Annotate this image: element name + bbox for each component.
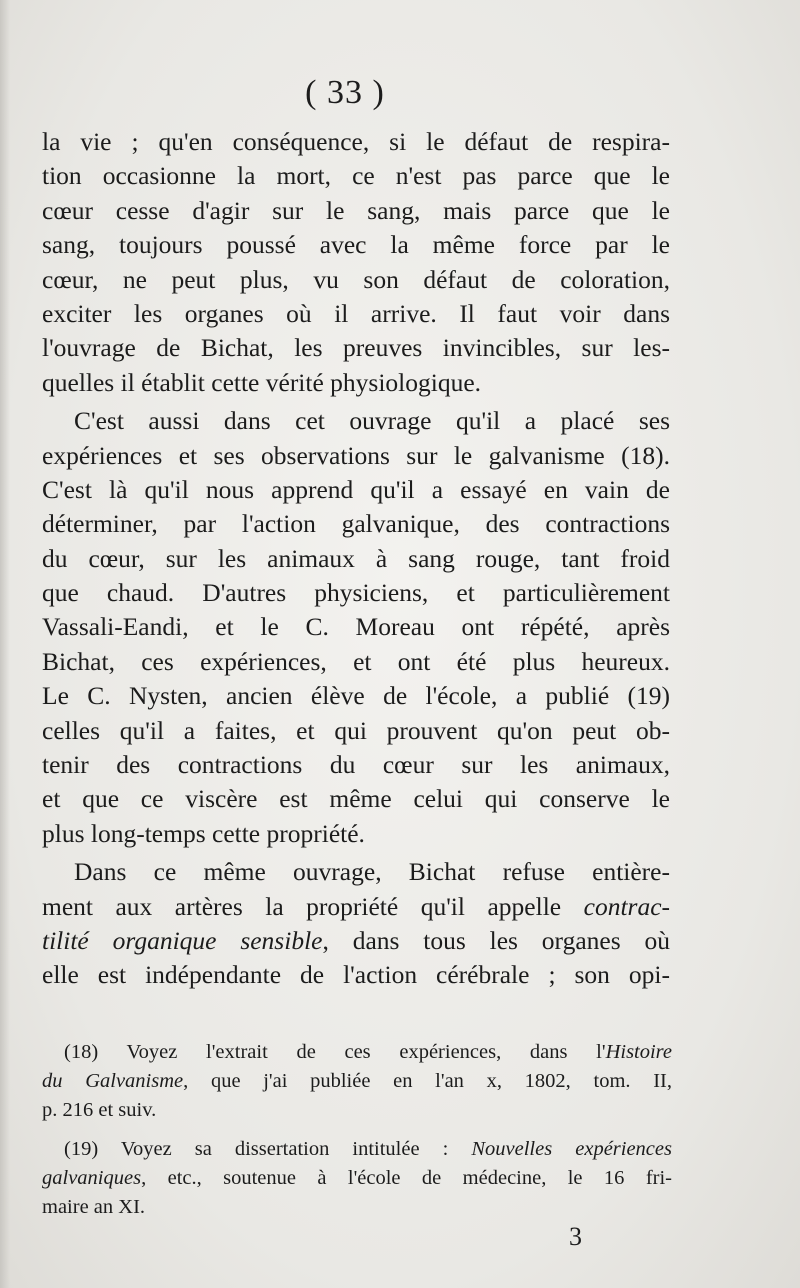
text-line: que chaud. D'autres physiciens, et particulièrement: [42, 578, 670, 608]
footnote-line: (18) Voyez l'extrait de ces expériences, dans l'Histoire: [64, 1041, 672, 1063]
footnote-line: galvaniques, etc., soutenue à l'école de médecine, le 16 fri-: [42, 1167, 672, 1189]
footnotes: [42, 1038, 672, 1222]
page-number: ( 33 ): [305, 74, 385, 111]
footnote-line: du Galvanisme, que j'ai publiée en l'an x, 1802, tom. II,: [42, 1070, 672, 1092]
footnote-line: maire an XI.: [42, 1196, 146, 1218]
italic-phrase: contrac-: [583, 891, 671, 921]
text-line: sang, toujours poussé avec la même force par le: [42, 230, 670, 260]
text-line: exciter les organes où il arrive. Il faut voir dans: [42, 298, 670, 328]
italic-title: du Galvanisme: [42, 1070, 184, 1092]
italic-title: Histoire: [605, 1041, 672, 1063]
text-line: déterminer, par l'action galvanique, des contractions: [42, 509, 670, 539]
text-line: C'est aussi dans cet ouvrage qu'il a placé ses: [74, 406, 670, 436]
text-line: du cœur, sur les animaux à sang rouge, tant froid: [42, 543, 670, 573]
text-line: C'est là qu'il nous apprend qu'il a essayé en vain de: [42, 474, 670, 504]
text-line: Le C. Nysten, ancien élève de l'école, a publié (19): [42, 681, 670, 711]
text-line: cœur cesse d'agir sur le sang, mais parce que le: [42, 195, 670, 225]
text-line: quelles il établit cette vérité physiologique.: [42, 367, 482, 397]
footnote-line: (19) Voyez sa dissertation intitulée : Nouvelles expériences: [64, 1138, 672, 1160]
footnote: [42, 1038, 672, 1125]
text-line: tenir des contractions du cœur sur les animaux,: [42, 750, 670, 780]
italic-title: Nouvelles expériences: [471, 1138, 672, 1160]
text-line: Dans ce même ouvrage, Bichat refuse entière-: [74, 857, 670, 887]
text-line: ment aux artères la propriété qu'il appelle contrac-: [42, 891, 671, 921]
text-line: la vie ; qu'en conséquence, si le défaut de respira-: [42, 127, 670, 156]
text-line: celles qu'il a faites, et qui prouvent qu'on peut ob-: [42, 715, 670, 745]
text-line: elle est indépendante de l'action cérébrale ; son opi-: [42, 960, 670, 990]
text-line: tion occasionne la mort, ce n'est pas parce que le: [42, 161, 670, 191]
text-line: et que ce viscère est même celui qui conserve le: [42, 784, 670, 814]
italic-title: galvaniques: [42, 1167, 142, 1189]
body-text: [42, 125, 670, 993]
text-line: Vassali-Eandi, et le C. Moreau ont répété, après: [42, 612, 670, 642]
text-line: tilité organique sensible, dans tous les organes où: [42, 925, 670, 955]
footnote: [42, 1135, 672, 1222]
text-line: l'ouvrage de Bichat, les preuves invincibles, sur les-: [42, 333, 670, 363]
text-line: cœur, ne peut plus, vu son défaut de coloration,: [42, 264, 670, 294]
text-line: expériences et ses observations sur le galvanisme (18).: [42, 440, 670, 470]
text-line: plus long-temps cette propriété.: [42, 818, 365, 848]
text-line: Bichat, ces expériences, et ont été plus heureux.: [42, 646, 670, 676]
page-edge-shadow: [0, 0, 10, 1288]
signature-mark: 3: [569, 1222, 582, 1251]
footnote-line: p. 216 et suiv.: [42, 1099, 157, 1121]
italic-phrase: tilité organique sensible: [42, 925, 323, 955]
